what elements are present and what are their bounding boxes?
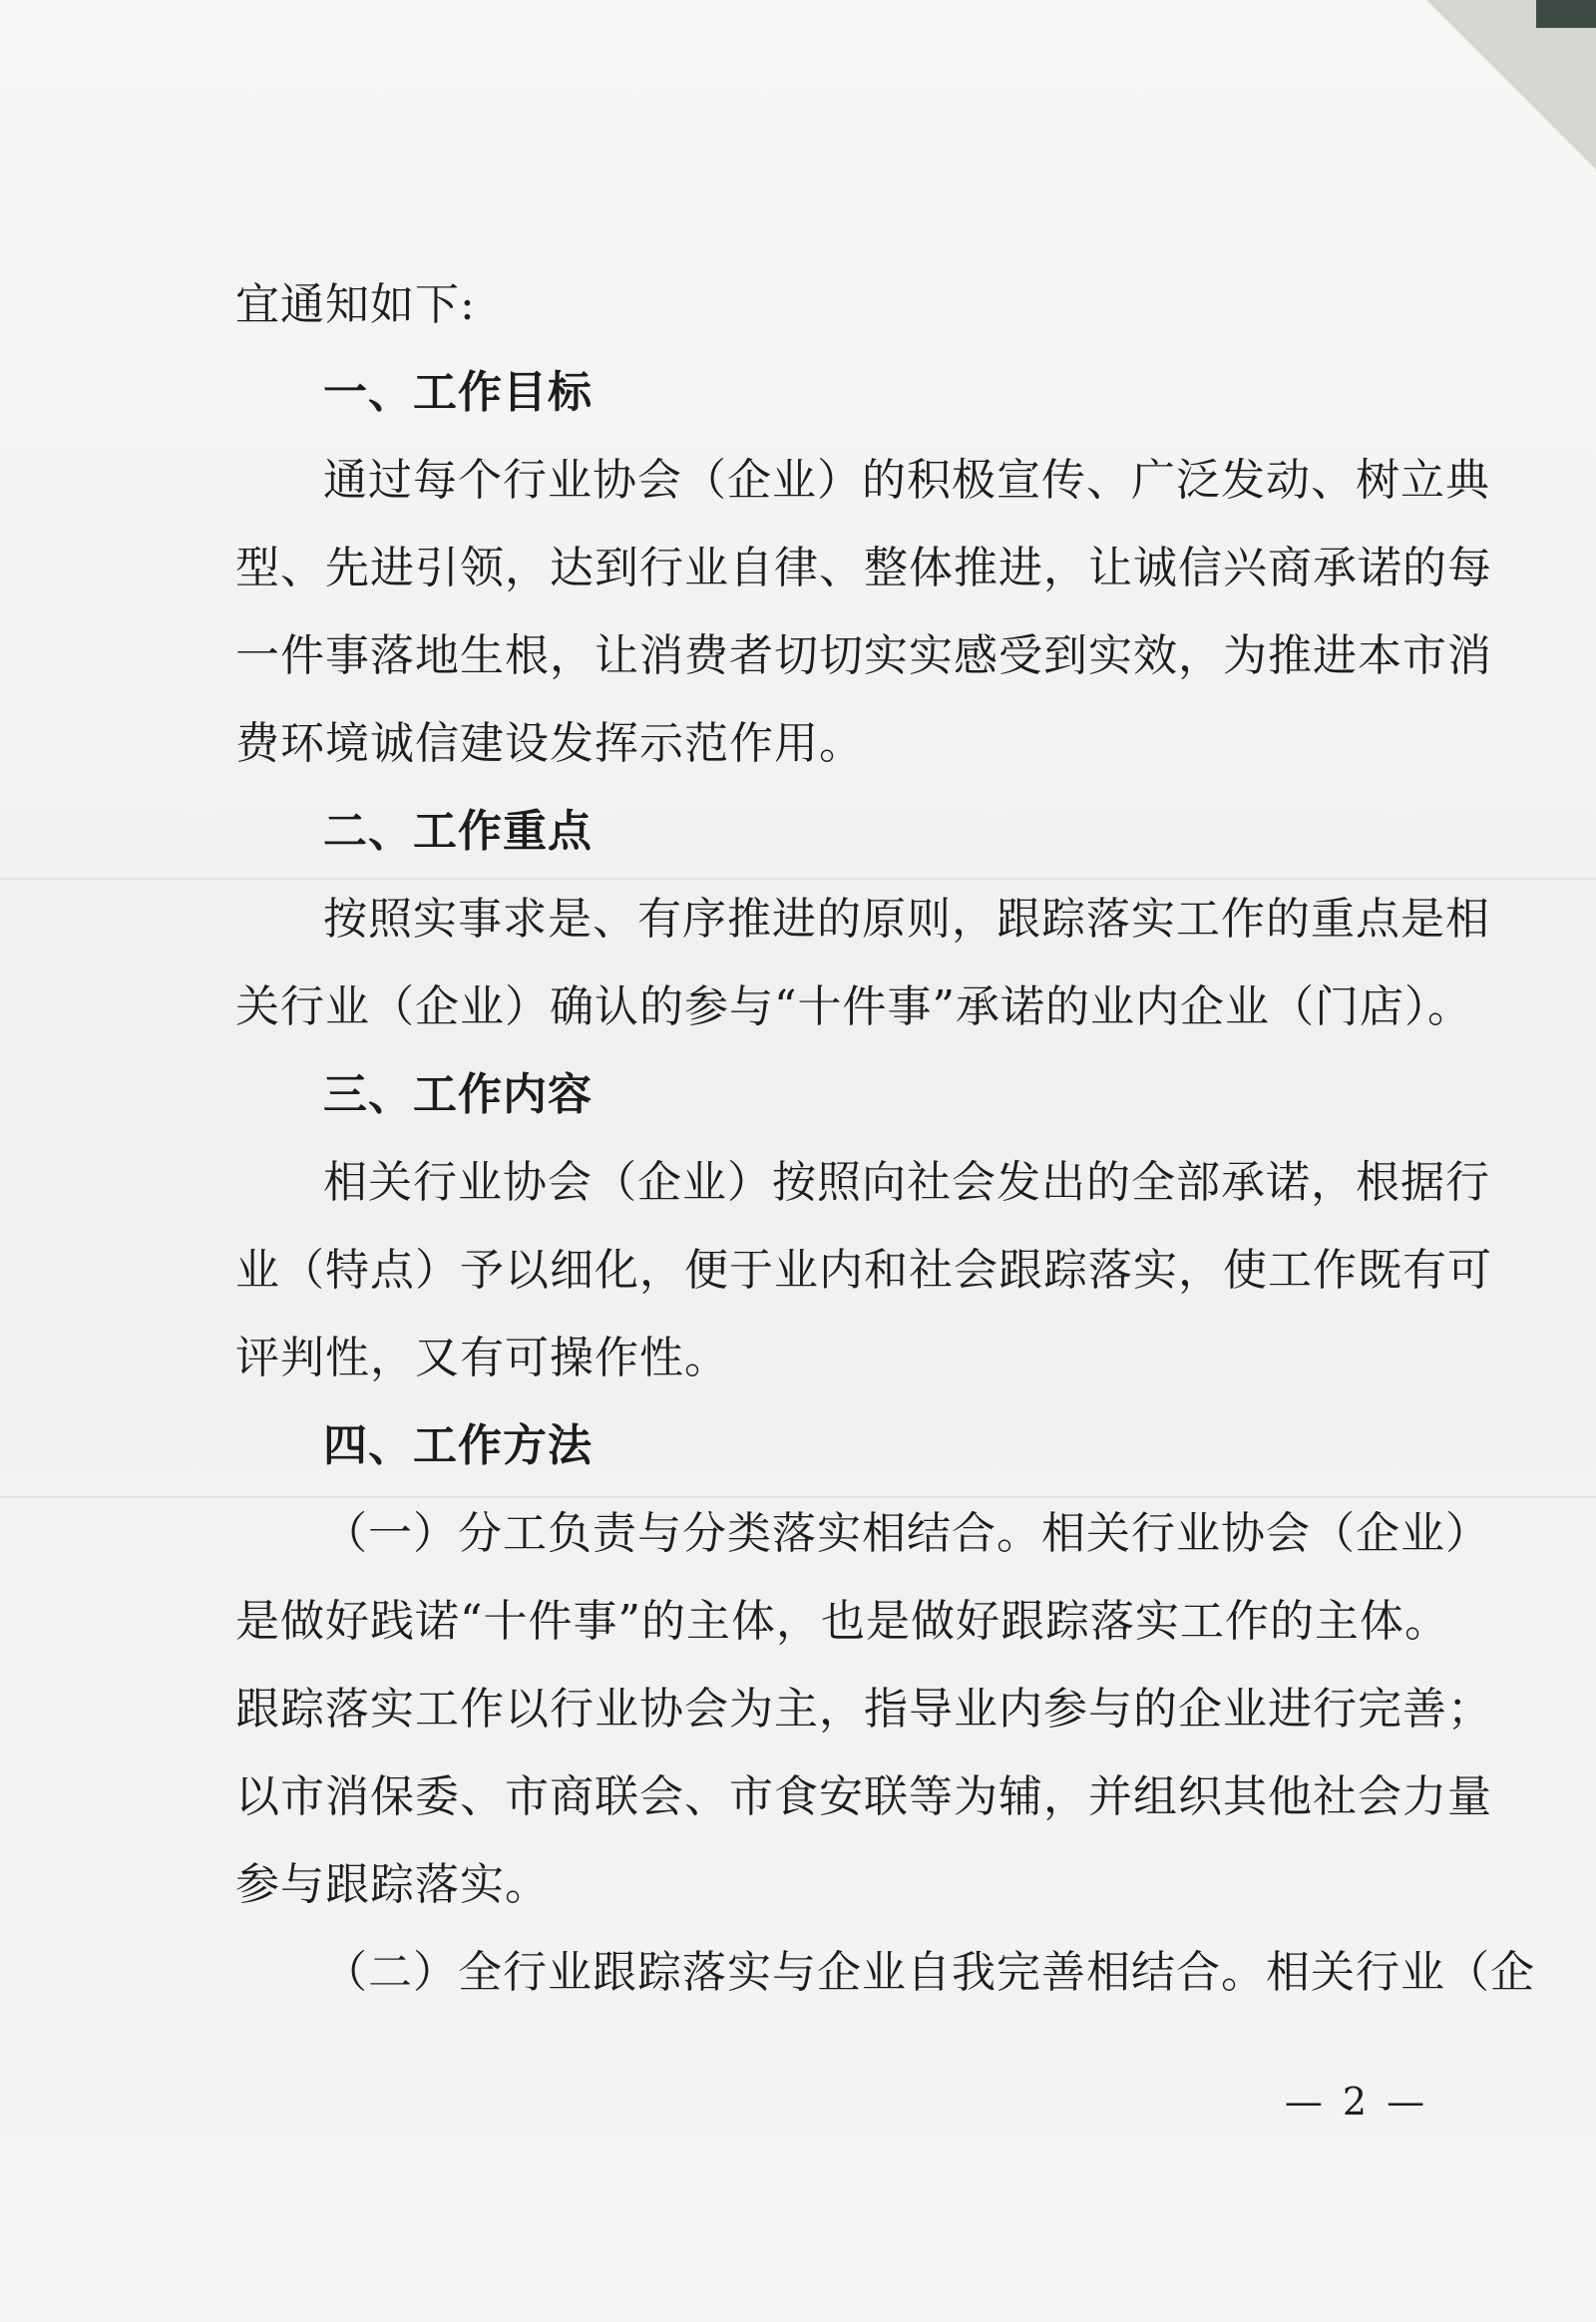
section-heading-methods: 四、工作方法 [323, 1420, 593, 1471]
page-corner-strip [1536, 0, 1596, 28]
paragraph-line: 是做好践诺“十件事”的主体，也是做好跟踪落实工作的主体。 [235, 1596, 1449, 1647]
paragraph-line: 以市消保委、市商联会、市食安联等为辅，并组织其他社会力量 [235, 1771, 1492, 1822]
page-number: — 2 — [1284, 2080, 1429, 2124]
intro-line: 宜通知如下: [235, 279, 476, 330]
paragraph-line: 评判性，又有可操作性。 [235, 1333, 729, 1383]
document-body [235, 261, 1535, 2017]
paragraph-line: 型、先进引领，达到行业自律、整体推进，让诚信兴商承诺的每 [235, 543, 1492, 593]
section-heading-goals: 一、工作目标 [323, 367, 593, 418]
paragraph-line: （二）全行业跟踪落实与企业自我完善相结合。相关行业（企 [323, 1947, 1535, 1998]
paragraph-line: 相关行业协会（企业）按照向社会发出的全部承诺，根据行 [323, 1157, 1490, 1208]
paragraph-line: 跟踪落实工作以行业协会为主，指导业内参与的企业进行完善； [235, 1684, 1492, 1735]
paragraph-line: 业（特点）予以细化，便于业内和社会跟踪落实，使工作既有可 [235, 1245, 1492, 1296]
section-heading-content: 三、工作内容 [323, 1069, 593, 1120]
section-heading-focus: 二、工作重点 [323, 806, 593, 857]
paragraph-line: 参与跟踪落实。 [235, 1859, 550, 1910]
paragraph-line: （一）分工负责与分类落实相结合。相关行业协会（企业） [323, 1508, 1490, 1559]
paragraph-line: 关行业（企业）确认的参与“十件事”承诺的业内企业（门店）。 [235, 981, 1472, 1032]
paragraph-line: 一件事落地生根，让消费者切切实实感受到实效，为推进本市消 [235, 630, 1492, 681]
paragraph-line: 按照实事求是、有序推进的原则，跟踪落实工作的重点是相 [323, 894, 1490, 945]
paragraph-line: 通过每个行业协会（企业）的积极宣传、广泛发动、树立典 [323, 455, 1490, 506]
paragraph-line: 费环境诚信建设发挥示范作用。 [235, 718, 864, 769]
